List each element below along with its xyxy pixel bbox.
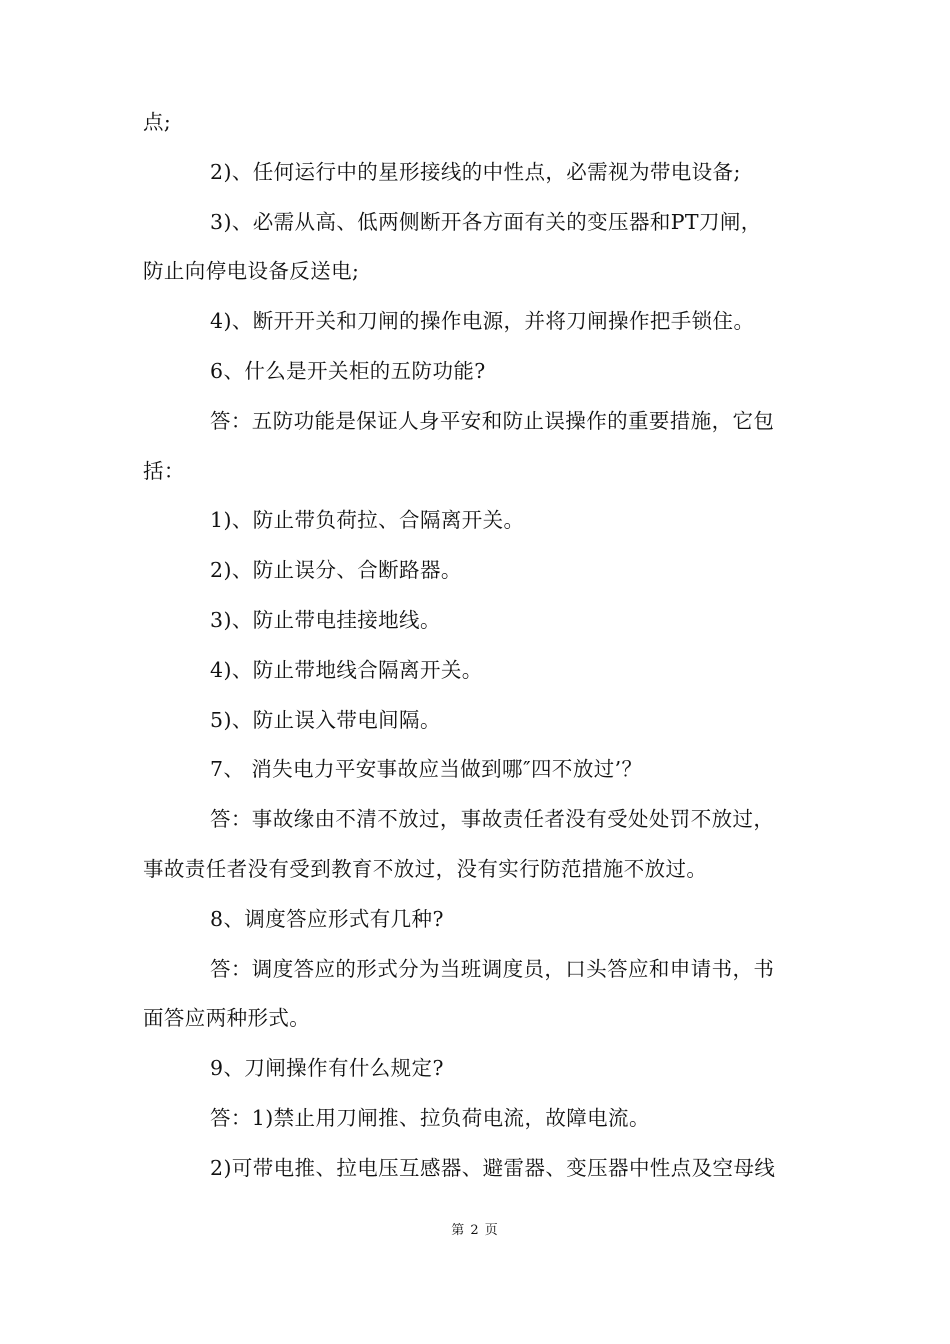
text-line: 括： xyxy=(143,458,185,483)
page-number: 第 2 页 xyxy=(451,1223,499,1238)
answer-line: 答：1)禁止用刀闸推、拉负荷电流，故障电流。 xyxy=(210,1105,650,1130)
list-item: 5)、防止误入带电间隔。 xyxy=(210,707,441,732)
question-heading: 7、 消失电力平安事故应当做到哪″四不放过’？ xyxy=(210,757,643,782)
answer-line: 答：五防功能是保证人身平安和防止误操作的重要措施，它包 xyxy=(210,408,775,433)
list-item: 2)、防止误分、合断路器。 xyxy=(210,558,462,583)
question-heading: 9、刀闸操作有什么规定? xyxy=(210,1056,444,1081)
text-line: 点; xyxy=(143,110,172,134)
answer-line: 答：事故缘由不清不放过，事故责任者没有受处处罚不放过， xyxy=(210,807,775,832)
question-heading: 6、什么是开关柜的五防功能? xyxy=(210,358,486,383)
list-item: 4)、防止带地线合隔离开关。 xyxy=(210,657,483,682)
text-line: 2)、任何运行中的星形接线的中性点，必需视为带电设备; xyxy=(210,159,741,184)
text-line: 事故责任者没有受到教育不放过，没有实行防范措施不放过。 xyxy=(143,856,708,881)
text-line: 面答应两种形式。 xyxy=(143,1006,311,1031)
text-line: 3)、必需从高、低两侧断开各方面有关的变压器和PT刀闸， xyxy=(210,209,762,234)
text-line: 2)可带电推、拉电压互感器、避雷器、变压器中性点及空母线 xyxy=(210,1155,776,1180)
text-line: 防止向停电设备反送电; xyxy=(143,259,360,284)
answer-line: 答：调度答应的形式分为当班调度员，口头答应和申请书，书 xyxy=(210,956,775,981)
question-heading: 8、调度答应形式有几种? xyxy=(210,906,444,931)
list-item: 3)、防止带电挂接地线。 xyxy=(210,607,441,632)
list-item: 1)、防止带负荷拉、合隔离开关。 xyxy=(210,508,525,533)
text-line: 4)、断开开关和刀闸的操作电源，并将刀闸操作把手锁住。 xyxy=(210,309,755,334)
document-body xyxy=(143,98,815,1194)
